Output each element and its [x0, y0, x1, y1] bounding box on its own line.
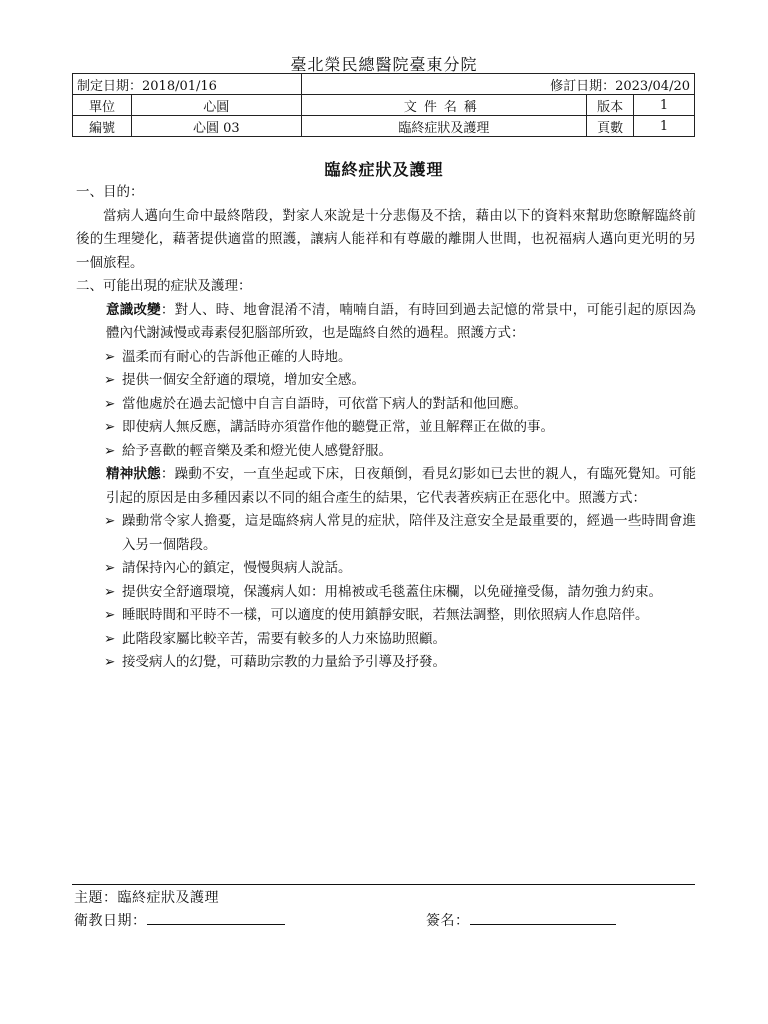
footer-date-row: [74, 910, 285, 930]
arrow-bullet-icon: ➢: [104, 607, 116, 623]
arrow-bullet-icon: ➢: [104, 654, 116, 670]
document-title: 臨終症狀及護理: [324, 160, 444, 179]
consciousness-care-list: [76, 346, 696, 464]
arrow-bullet-icon: ➢: [104, 560, 116, 576]
list-item: ➢ 此階段家屬比較辛苦，需要有較多的人力來協助照顧。: [104, 628, 696, 652]
consciousness-term: 意識改變: [106, 301, 161, 318]
footer-topic: 主題：臨終症狀及護理: [74, 890, 219, 906]
hospital-name: 臺北榮民總醫院臺東分院: [290, 55, 478, 74]
document-info-table: [72, 73, 695, 137]
pages-value: 1: [634, 116, 695, 137]
list-item: ➢ 當他處於在過去記憶中自言自語時，可依當下病人的對話和他回應。: [104, 393, 696, 417]
mental-care-list: [76, 510, 696, 675]
number-label: 編號: [73, 116, 132, 137]
section1-text: 當病人邁向生命中最終階段，對家人來說是十分悲傷及不捨，藉由以下的資料來幫助您瞭解臨終前後的生理變化，藉著提供適當的照護，讓病人能祥和有尊嚴的離開人世間，也祝福病人邁向更光明的另一個旅程。: [76, 207, 696, 271]
arrow-bullet-icon: ➢: [104, 372, 116, 388]
list-item: ➢ 即使病人無反應，講話時亦須當作他的聽覺正常，並且解釋正在做的事。: [104, 416, 696, 440]
arrow-bullet-icon: ➢: [104, 583, 116, 600]
revised-date: 修訂日期：2023/04/20: [301, 74, 694, 95]
unit-label: 單位: [73, 95, 132, 116]
list-item: ➢ 躁動常令家人擔憂，這是臨終病人常見的症狀，陪伴及注意安全是最重要的，經過一些時間會進入另一個階段。: [104, 510, 696, 557]
arrow-bullet-icon: ➢: [104, 442, 116, 459]
mental-paragraph: [76, 463, 696, 510]
number-value: 心圓 03: [131, 116, 301, 137]
list-item: ➢ 接受病人的幻覺，可藉助宗教的力量給予引導及抒發。: [104, 651, 696, 675]
list-item: ➢ 睡眠時間和平時不一樣，可以適度的使用鎮靜安眠，若無法調整，則依照病人作息陪伴。: [104, 604, 696, 628]
education-date-field[interactable]: [147, 910, 285, 925]
list-item: ➢ 提供安全舒適環境，保護病人如：用棉被或毛毯蓋住床欄，以免碰撞受傷，請勿強力約束。: [104, 581, 696, 605]
dates-row: [73, 74, 695, 95]
edition-label: 版本: [587, 95, 634, 116]
consciousness-paragraph: [76, 299, 696, 346]
list-item: ➢ 提供一個安全舒適的環境，增加安全感。: [104, 369, 696, 393]
arrow-bullet-icon: ➢: [104, 630, 116, 647]
arrow-bullet-icon: ➢: [104, 419, 116, 435]
created-date: 制定日期：2018/01/16: [73, 74, 302, 95]
mental-term: 精神狀態: [106, 466, 161, 482]
docname-label: 文件名稱: [301, 95, 586, 116]
consciousness-text: ：對人、時、地會混淆不清，喃喃自語，有時回到過去記憶的常景中，可能引起的原因為體內代謝減慢或毒素侵犯腦部所致，也是臨終自然的過程。照護方式：: [106, 301, 697, 341]
signature-label: 簽名：: [426, 913, 470, 929]
footer-sign-row: [426, 910, 616, 930]
unit-row: [73, 95, 695, 116]
signature-field[interactable]: [470, 910, 616, 925]
list-item: ➢ 請保持內心的鎮定，慢慢與病人說話。: [104, 557, 696, 581]
education-date-label: 衛教日期：: [74, 913, 147, 929]
section2-heading: 二、可能出現的症狀及護理：: [76, 278, 252, 294]
unit-value: 心圓: [131, 95, 301, 116]
list-item: ➢ 給予喜歡的輕音樂及柔和燈光使人感覺舒服。: [104, 440, 696, 464]
footer-divider: [72, 884, 695, 885]
section1-heading: 一、目的：: [76, 184, 144, 200]
arrow-bullet-icon: ➢: [104, 513, 116, 529]
document-body: [76, 181, 696, 675]
number-row: [73, 116, 695, 137]
mental-text: ：躁動不安，一直坐起或下床，日夜顛倒，看見幻影如已去世的親人，有臨死覺知。可能引起的原因是由多種因素以不同的組合產生的結果，它代表著疾病正在惡化中。照護方式：: [106, 466, 697, 506]
arrow-bullet-icon: ➢: [104, 348, 116, 365]
list-item: ➢ 溫柔而有耐心的告訴他正確的人時地。: [104, 346, 696, 370]
edition-value: 1: [634, 95, 695, 116]
arrow-bullet-icon: ➢: [104, 395, 116, 412]
pages-label: 頁數: [587, 116, 634, 137]
docname-value: 臨終症狀及護理: [301, 116, 586, 137]
